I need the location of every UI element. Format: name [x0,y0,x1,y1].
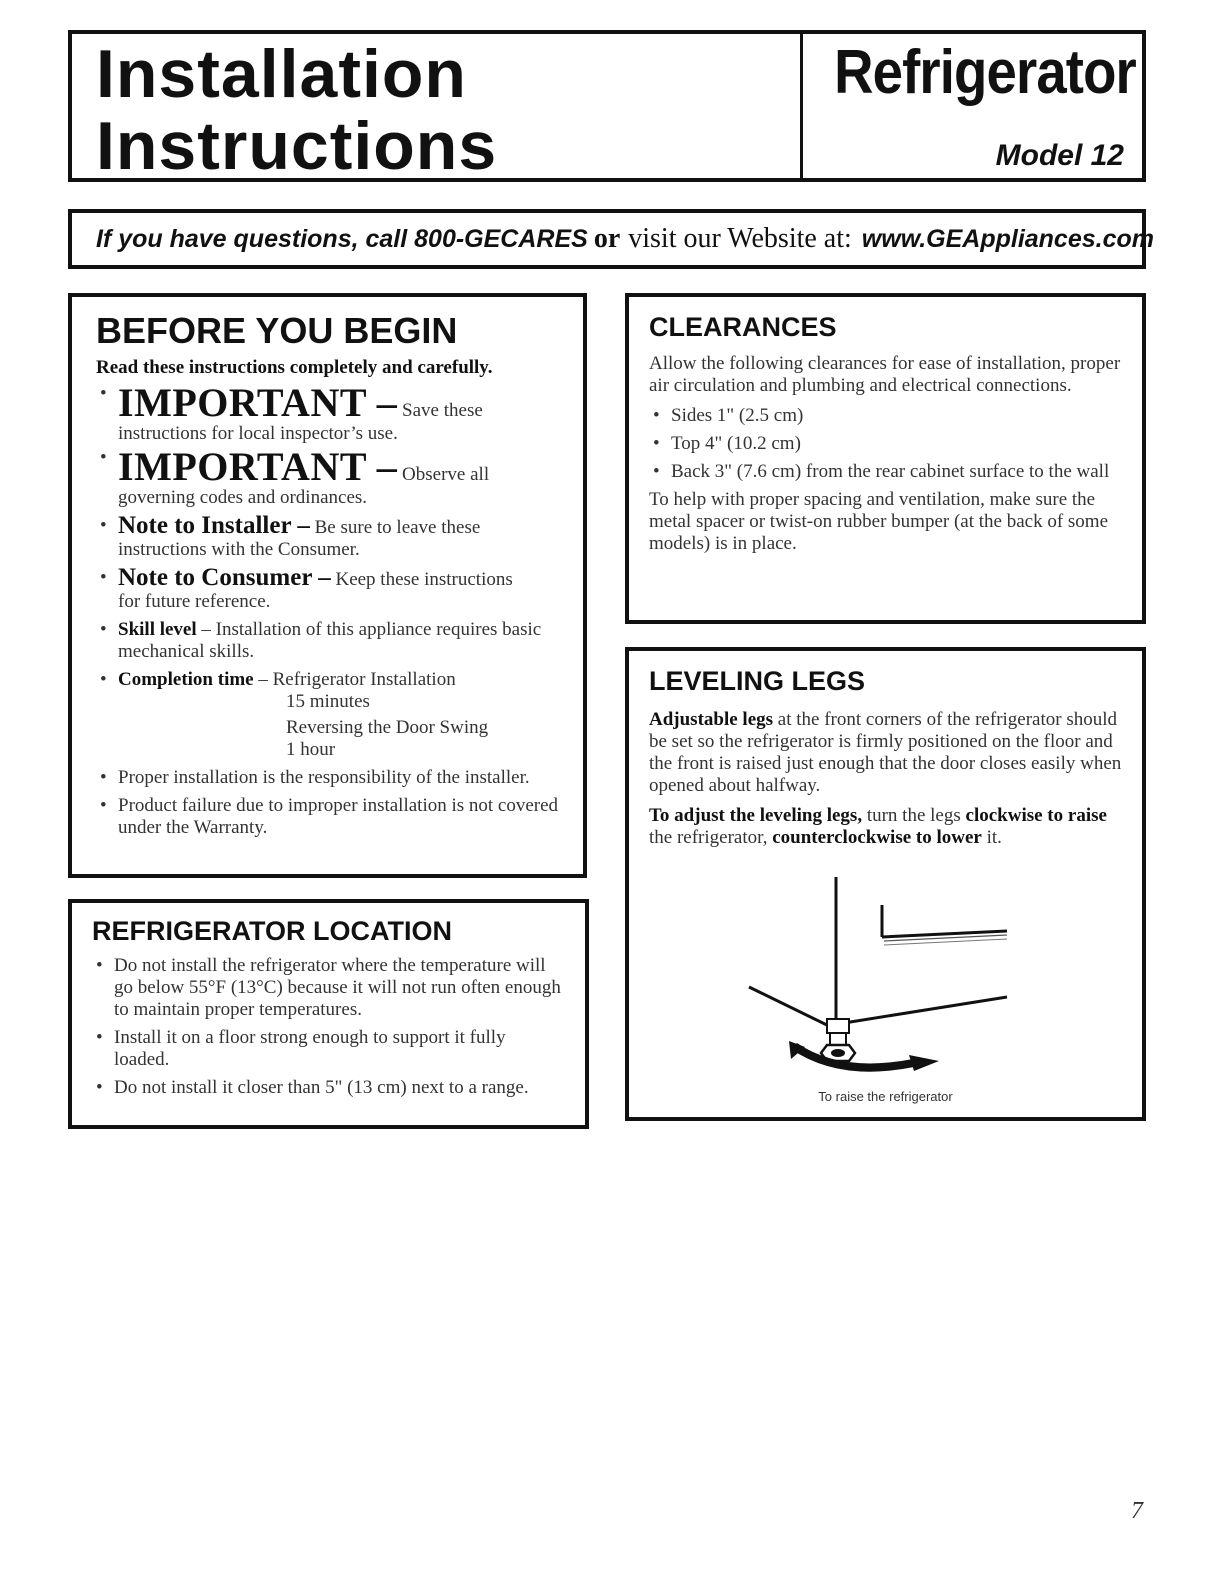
leveling-legs-panel [625,647,1146,1121]
page-title-line1: Installation [96,36,467,112]
clearances-list [649,405,1122,483]
page-title-line2: Instructions [96,108,498,184]
leveling-paragraph-2: To adjust the leveling legs, turn the legs clockwise to raise the refrigerator, counterclockwise to lower it. [649,804,1107,848]
location-title: REFRIGERATOR LOCATION [92,916,452,946]
header-divider [800,34,803,178]
model-label: Model 12 [995,139,1124,172]
location-list [92,955,565,1099]
refrigerator-location-panel [68,899,589,1129]
clearance-item: • Top 4" (10.2 cm) [649,433,1122,455]
product-title: Refrigerator [834,38,1136,107]
clearances-intro: Allow the following clearances for ease of installation, proper air circulation and plumbing and electrical connections. [649,352,1121,396]
clearance-item: • Back 3" (7.6 cm) from the rear cabinet surface to the wall [649,461,1122,483]
leveling-paragraph-1: Adjustable legs at the front corners of the refrigerator should be set so the refrigerator is firmly positioned on the floor and the front is raised just enough that the door closes easily when opened about halfway. [649,708,1122,796]
clearances-note: To help with proper spacing and ventilation, make sure the metal spacer or twist-on rubber bumper (at the back of some models) is in place. [649,488,1109,554]
before-intro: Read these instructions completely and carefully. [96,356,493,378]
before-you-begin-title: BEFORE YOU BEGIN [96,310,458,351]
header-box [68,30,1146,182]
important-save-item: • IMPORTANT – Save these instructions for local inspector’s use. [96,383,559,445]
skill-level-item: • Skill level – Installation of this appliance requires basic mechanical skills. [96,619,559,663]
note-consumer-item: • Note to Consumer – Keep these instructions for future reference. [96,567,559,613]
before-you-begin-panel [68,293,587,878]
completion-time-item: • Completion time – Refrigerator Installation 15 minutes Reversing the Door Swing 1 hour [96,669,559,761]
location-item: • Do not install it closer than 5" (13 cm) next to a range. [92,1077,565,1099]
important-codes-item: • IMPORTANT – Observe all governing codes and ordinances. [96,447,559,509]
leg-illustration-caption: To raise the refrigerator [818,1089,953,1104]
before-list [96,379,559,839]
leveling-title: LEVELING LEGS [649,666,866,696]
contact-phone-text: If you have questions, call 800-GECARES [96,224,588,253]
page-number: 7 [1131,1498,1143,1524]
contact-banner [68,209,1154,269]
contact-or: or [593,223,621,254]
location-item: • Do not install the refrigerator where the temperature will go below 55°F (13°C) because it will not run often enough to maintain proper temperatures. [92,955,565,1021]
leveling-leg-illustration [729,877,1049,1089]
clearance-item: • Sides 1" (2.5 cm) [649,405,1122,427]
clearances-panel [625,293,1146,624]
clearances-title: CLEARANCES [649,312,837,342]
warranty-item: • Product failure due to improper installation is not covered under the Warranty. [96,795,559,839]
website-link[interactable]: www.GEAppliances.com [861,224,1154,253]
contact-website-text: visit our Website at: [628,223,852,254]
note-installer-item: • Note to Installer – Be sure to leave these instructions with the Consumer. [96,515,559,561]
responsibility-item: • Proper installation is the responsibility of the installer. [96,767,559,789]
location-item: • Install it on a floor strong enough to support it fully loaded. [92,1027,565,1071]
